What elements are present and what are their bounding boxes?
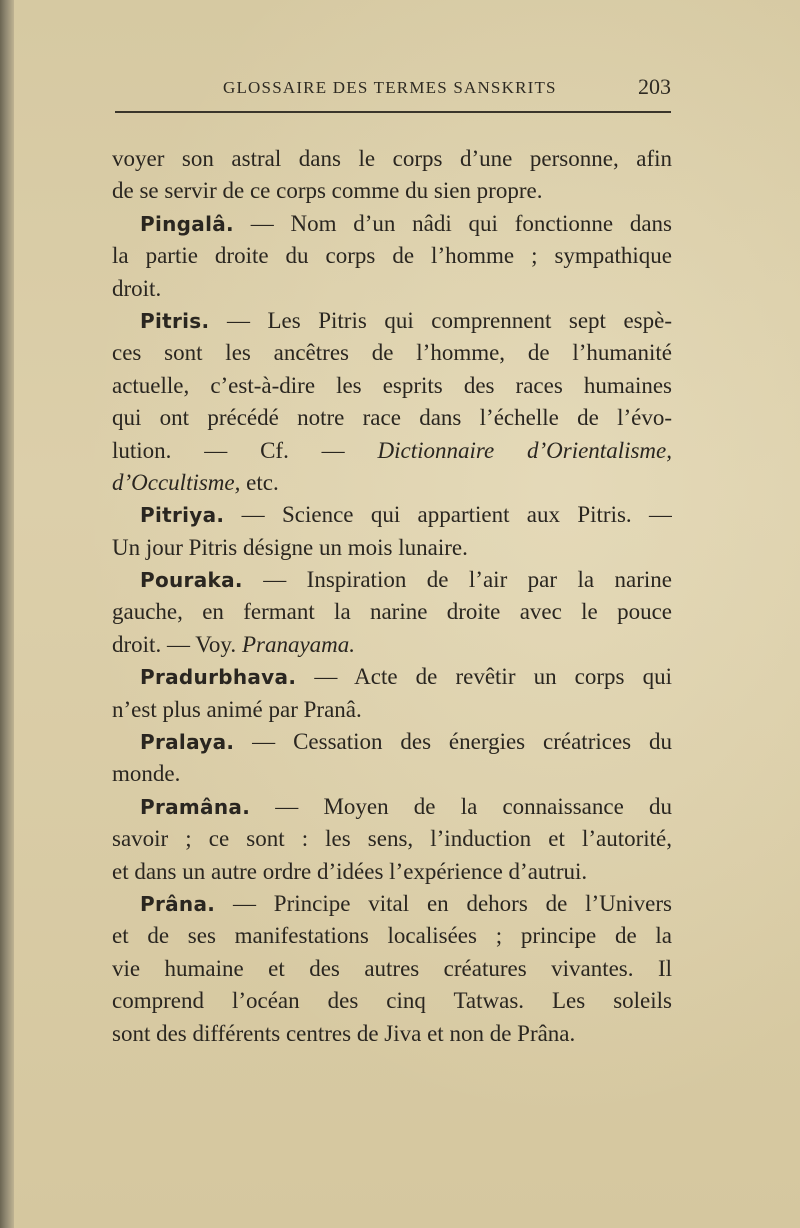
glossary-entry-pralaya: Pralaya. — Cessation des énergies créatrices du — [140, 729, 672, 755]
glossary-term: Prâna. — [140, 891, 216, 916]
text-line: gauche, en fermant la narine droite avec le pouce — [112, 599, 672, 625]
glossary-term: Pramâna. — [140, 794, 251, 819]
text-line: qui ont précédé notre race dans l’échelle de l’évo- — [112, 405, 672, 431]
text-line: vie humaine et des autres créatures vivantes. Il — [112, 955, 672, 981]
text-line: droit. — Voy. Pranayama. — [112, 631, 356, 657]
text-line: d’Occultisme, etc. — [112, 469, 279, 495]
glossary-term: Pouraka. — [140, 568, 243, 593]
page-binding-edge — [0, 0, 14, 1228]
glossary-entry-pingala: Pingalâ. — Nom d’un nâdi qui fonctionne dans — [140, 210, 672, 236]
text-line: Un jour Pitris désigne un mois lunaire. — [112, 534, 468, 560]
text-line: sont des différents centres de Jiva et non de Prâna. — [112, 1020, 576, 1046]
glossary-entry-pouraka: Pouraka. — Inspiration de l’air par la narine — [140, 567, 672, 593]
text-line: droit. — [112, 275, 162, 301]
text-line: monde. — [112, 761, 181, 787]
glossary-term: Pitriya. — [140, 503, 225, 528]
glossary-entry-pradurbhava: Pradurbhava. — Acte de revêtir un corps qui — [140, 664, 672, 690]
glossary-term: Pitris. — [140, 308, 210, 333]
italic-reference: Dictionnaire d’Orientalisme, — [377, 437, 672, 463]
text-line: savoir ; ce sont : les sens, l’induction et l’autorité, — [112, 826, 672, 852]
glossary-entry-pitris: Pitris. — Les Pitris qui comprennent sept espè- — [140, 307, 672, 333]
italic-reference: Pranayama. — [241, 631, 356, 657]
page-header — [115, 76, 671, 102]
text-line: n’est plus animé par Pranâ. — [112, 696, 362, 722]
page-number: 203 — [638, 74, 671, 99]
italic-reference: d’Occultisme, — [112, 469, 241, 495]
text-line: de se servir de ce corps comme du sien propre. — [112, 178, 543, 204]
text-line: actuelle, c’est-à-dire les esprits des races humaines — [112, 372, 672, 398]
glossary-entry-pitriya: Pitriya. — Science qui appartient aux Pitris. — — [140, 502, 672, 528]
text-line: et de ses manifestations localisées ; principe de la — [112, 923, 672, 949]
running-title: GLOSSAIRE DES TERMES SANSKRITS — [223, 78, 557, 97]
glossary-term: Pingalâ. — [140, 211, 234, 236]
text-line: comprend l’océan des cinq Tatwas. Les soleils — [112, 988, 672, 1014]
glossary-term: Pralaya. — [140, 730, 235, 755]
text-line: ces sont les ancêtres de l’homme, de l’humanité — [112, 340, 672, 366]
header-rule — [115, 111, 671, 113]
glossary-entry-pramana: Pramâna. — Moyen de la connaissance du — [140, 793, 672, 819]
text-line: lution. — Cf. — Dictionnaire d’Orientalisme, — [112, 437, 672, 463]
glossary-term: Pradurbhava. — [140, 665, 297, 690]
glossary-body — [112, 143, 672, 1050]
text-line: la partie droite du corps de l’homme ; sympathique — [112, 243, 672, 269]
glossary-entry-prana: Prâna. — Principe vital en dehors de l’Univers — [140, 890, 672, 916]
text-line: voyer son astral dans le corps d’une personne, afin — [112, 146, 672, 171]
text-line: et dans un autre ordre d’idées l’expérience d’autrui. — [112, 858, 588, 884]
